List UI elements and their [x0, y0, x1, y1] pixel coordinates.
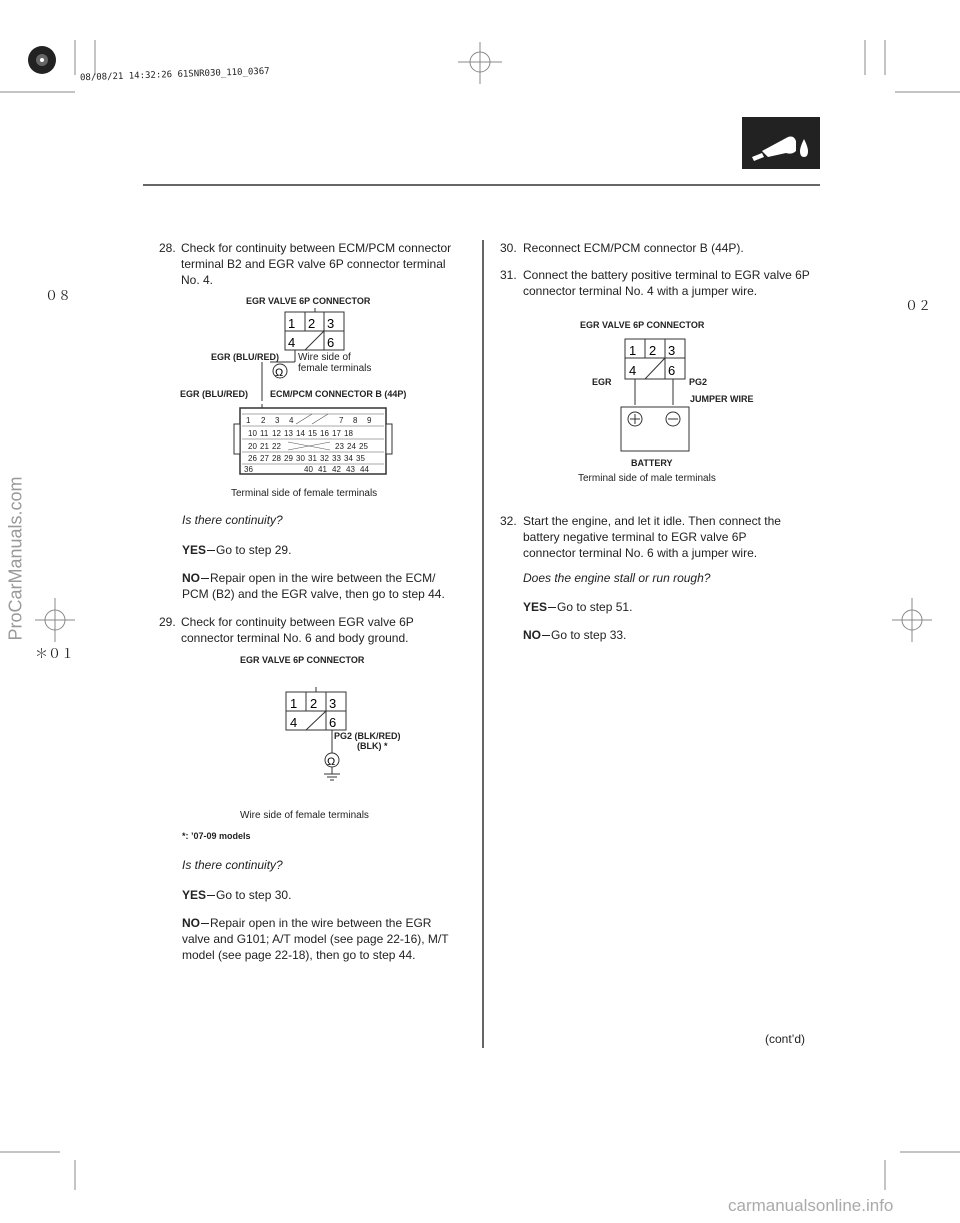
step-28-no [182, 570, 452, 602]
pin-label: 12 [272, 429, 281, 438]
pin-label: 22 [272, 442, 281, 451]
pin-label: 40 [304, 465, 313, 474]
fig31-battery-label: BATTERY [631, 458, 673, 468]
pin-label: 17 [332, 429, 341, 438]
pin-label: 9 [367, 416, 372, 425]
fig31-jumper-label: JUMPER WIRE [690, 394, 754, 404]
pin-label: 3 [329, 696, 337, 711]
fig31-caption: Terminal side of male terminals [578, 473, 716, 484]
fig31-pg2-label: PG2 [689, 377, 708, 387]
fig29-pg2-label2: (BLK) * [357, 741, 388, 751]
pin-label: 15 [308, 429, 317, 438]
pin-label: 32 [320, 454, 329, 463]
fuel-nozzle-icon [742, 117, 820, 169]
yes-label: YES [182, 543, 207, 557]
ohm-symbol: Ω [275, 367, 284, 379]
fig29-caption: Wire side of female terminals [240, 810, 369, 821]
step-28-number: 28. [159, 241, 176, 255]
pin-label: 11 [260, 429, 269, 438]
step-29-number: 29. [159, 615, 176, 629]
no-text: Repair open in the wire between the EGR valve and G101; A/T model (see page 22-16), M/T model (see page 22-18), then go to step 44. [182, 916, 449, 962]
step-30-text: Reconnect ECM/PCM connector B (44P). [523, 241, 744, 255]
pin-label: 44 [360, 465, 369, 474]
pin-label: 35 [356, 454, 365, 463]
pin-label: 43 [346, 465, 355, 474]
pin-label: 1 [290, 696, 298, 711]
fig28-title: EGR VALVE 6P CONNECTOR [246, 296, 371, 306]
pin-label: 3 [327, 316, 335, 331]
step-28-question: Is there continuity? [182, 513, 283, 527]
pin-label: 6 [668, 363, 676, 378]
pin-label: 4 [629, 363, 637, 378]
fig28-egr-label2: EGR (BLU/RED) [180, 389, 248, 399]
pin-label: 42 [332, 465, 341, 474]
pin-label: 31 [308, 454, 317, 463]
pin-label: 23 [335, 442, 344, 451]
fig28-wire-side: Wire side of [298, 352, 351, 363]
watermark-bottom: carmanualsonline.info [728, 1196, 894, 1215]
step-28-text: Check for continuity between ECM/PCM connector terminal B2 and EGR valve 6P connector terminal No. 4. [181, 241, 452, 287]
step-29-yes [182, 887, 291, 903]
fig29-title: EGR VALVE 6P CONNECTOR [240, 655, 365, 665]
watermark-side: ProCarManuals.com [5, 476, 26, 641]
yes-label: YES [182, 888, 207, 902]
pin-label: 8 [353, 416, 358, 425]
pin-label: 1 [288, 316, 296, 331]
pin-label: 1 [629, 343, 637, 358]
fig28-ecm-title: ECM/PCM CONNECTOR B (44P) [270, 389, 407, 399]
pin-label: 24 [347, 442, 356, 451]
no-label: NO [523, 628, 541, 642]
fig29-pg2-label: PG2 (BLK/RED) [334, 731, 401, 741]
step-29-no [182, 915, 454, 963]
pin-label: 2 [261, 416, 266, 425]
ground-icon [324, 774, 340, 780]
yes-text: Go to step 29. [216, 543, 292, 557]
pin-label: 2 [308, 316, 316, 331]
pin-label: 4 [288, 335, 296, 350]
yes-label: YES [523, 600, 548, 614]
step-32-yes [523, 599, 632, 615]
pin-label: 14 [296, 429, 305, 438]
step-32-text: Start the engine, and let it idle. Then connect the battery negative terminal to EGR valve 6P connector terminal No. 6 with a jumper wire. [523, 514, 781, 560]
pin-label: 2 [649, 343, 657, 358]
fig28-caption: Terminal side of female terminals [231, 488, 378, 499]
margin-mark: ０２ [905, 298, 932, 313]
continued-label: (cont’d) [765, 1032, 806, 1046]
pin-label: 10 [248, 429, 257, 438]
pin-label: 4 [290, 715, 298, 730]
pin-label: 2 [310, 696, 318, 711]
pin-label: 41 [318, 465, 327, 474]
pin-label: 21 [260, 442, 269, 451]
pin-label: 28 [272, 454, 281, 463]
fig31-egr-label: EGR [592, 377, 612, 387]
step-32-no [523, 627, 626, 643]
ohm-symbol: Ω [327, 756, 336, 768]
step-31-number: 31. [500, 268, 517, 282]
yes-text: Go to step 51. [557, 600, 633, 614]
egr-6p-connector-diagram [240, 306, 410, 414]
pin-label: 6 [327, 335, 335, 350]
no-label: NO [182, 916, 200, 930]
margin-mark: ＊０１ [35, 646, 75, 661]
fig29-footnote: *: ’07-09 models [182, 831, 251, 841]
yes-text: Go to step 30. [216, 888, 292, 902]
no-label: NO [182, 571, 200, 585]
step-32-question: Does the engine stall or run rough? [523, 571, 711, 585]
step-29-question: Is there continuity? [182, 858, 283, 872]
step-31-text: Connect the battery positive terminal to EGR valve 6P connector terminal No. 4 with a jumper wire. [523, 268, 810, 298]
pin-label: 3 [275, 416, 280, 425]
pin-label: 33 [332, 454, 341, 463]
pin-label: 13 [284, 429, 293, 438]
ecm-44p-connector-diagram [230, 404, 400, 484]
pin-label: 34 [344, 454, 353, 463]
no-text: Go to step 33. [551, 628, 627, 642]
step-29-text: Check for continuity between EGR valve 6P connector terminal No. 6 and body ground. [181, 615, 414, 645]
fig28-wire-side2: female terminals [298, 363, 372, 374]
pin-label: 7 [339, 416, 344, 425]
pin-label: 36 [244, 465, 253, 474]
margin-mark: ０８ [45, 288, 72, 303]
fig28-egr-label: EGR (BLU/RED) [211, 352, 279, 362]
print-stamp: 08/08/21 14:32:26 61SNR030_110_0367 [79, 66, 270, 84]
pin-label: 16 [320, 429, 329, 438]
no-text: Repair open in the wire between the ECM/ PCM (B2) and the EGR valve, then go to step 44. [182, 571, 445, 601]
step-28-yes [182, 542, 291, 558]
pin-label: 3 [668, 343, 676, 358]
pin-label: 29 [284, 454, 293, 463]
pin-label: 18 [344, 429, 353, 438]
pin-label: 30 [296, 454, 305, 463]
pin-label: 20 [248, 442, 257, 451]
pin-label: 1 [246, 416, 251, 425]
pin-label: 25 [359, 442, 368, 451]
pin-label: 4 [289, 416, 294, 425]
step-30-number: 30. [500, 241, 517, 255]
step-32-number: 32. [500, 514, 517, 528]
pin-label: 26 [248, 454, 257, 463]
fig31-title: EGR VALVE 6P CONNECTOR [580, 320, 705, 330]
registration-target-icon [28, 46, 56, 74]
pin-label: 27 [260, 454, 269, 463]
pin-label: 6 [329, 715, 337, 730]
